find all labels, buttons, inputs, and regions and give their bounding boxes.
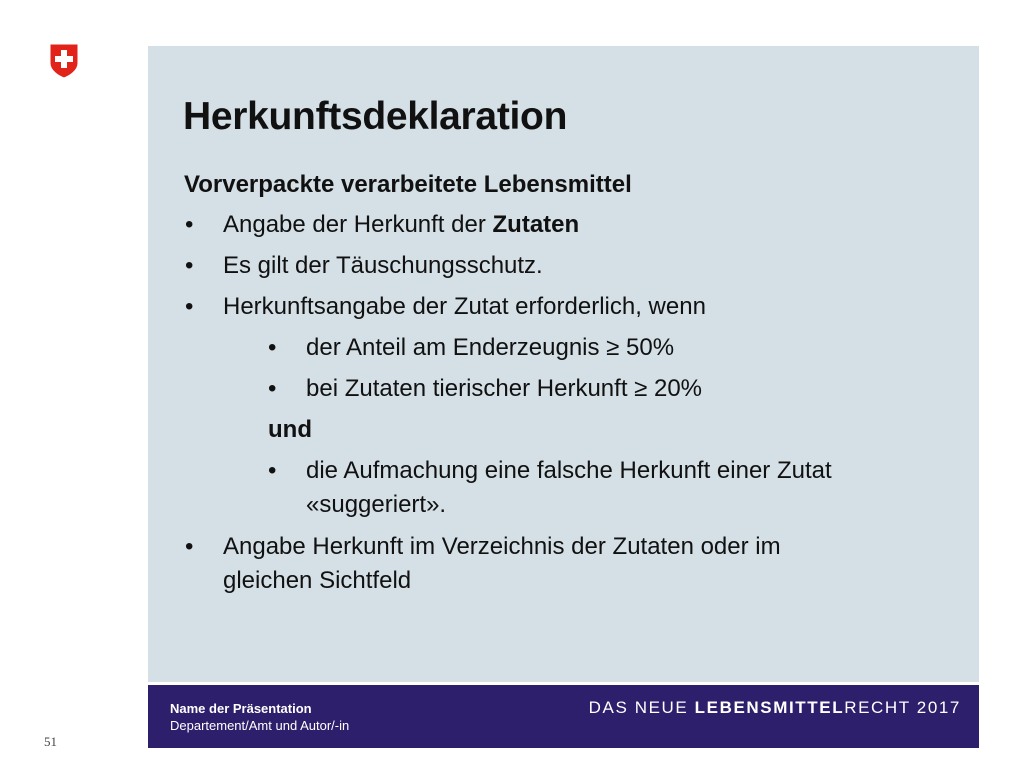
slide-subtitle: Vorverpackte verarbeitete Lebensmittel <box>184 171 632 198</box>
bullet-icon: • <box>268 375 277 402</box>
bullet-icon: • <box>268 457 277 484</box>
sub-bullet-continuation: «suggeriert». <box>306 491 447 518</box>
bullet-icon: • <box>185 252 194 279</box>
page-number: 51 <box>44 734 57 749</box>
bullet-icon: • <box>185 211 194 238</box>
sub-bullet-item: • der Anteil am Enderzeugnis ≥ 50% <box>306 331 674 365</box>
footer-presentation-name: Name der Präsentation <box>170 701 312 716</box>
slide-title: Herkunftsdeklaration <box>183 95 568 138</box>
and-label: und <box>268 416 312 443</box>
sub-bullet-item: • bei Zutaten tierischer Herkunft ≥ 20% <box>306 372 702 406</box>
footer-bar <box>148 685 979 748</box>
footer-department: Departement/Amt und Autor/-in <box>170 718 350 733</box>
bullet-item: • Es gilt der Täuschungsschutz. <box>223 249 543 283</box>
sub-bullet-item: • die Aufmachung eine falsche Herkunft einer Zutat <box>306 454 832 488</box>
bullet-item: • Angabe der Herkunft der Zutaten <box>223 208 579 242</box>
bullet-icon: • <box>185 533 194 560</box>
bullet-continuation: gleichen Sichtfeld <box>223 567 412 594</box>
footer-brand: DAS NEUE LEBENSMITTELRECHT 2017 <box>588 698 961 717</box>
bullet-item: • Herkunftsangabe der Zutat erforderlich, wenn <box>223 290 706 324</box>
swiss-cross-icon <box>49 43 79 79</box>
bullet-icon: • <box>185 293 194 320</box>
bullet-icon: • <box>268 334 277 361</box>
bullet-item: • Angabe Herkunft im Verzeichnis der Zutaten oder im <box>223 530 781 564</box>
